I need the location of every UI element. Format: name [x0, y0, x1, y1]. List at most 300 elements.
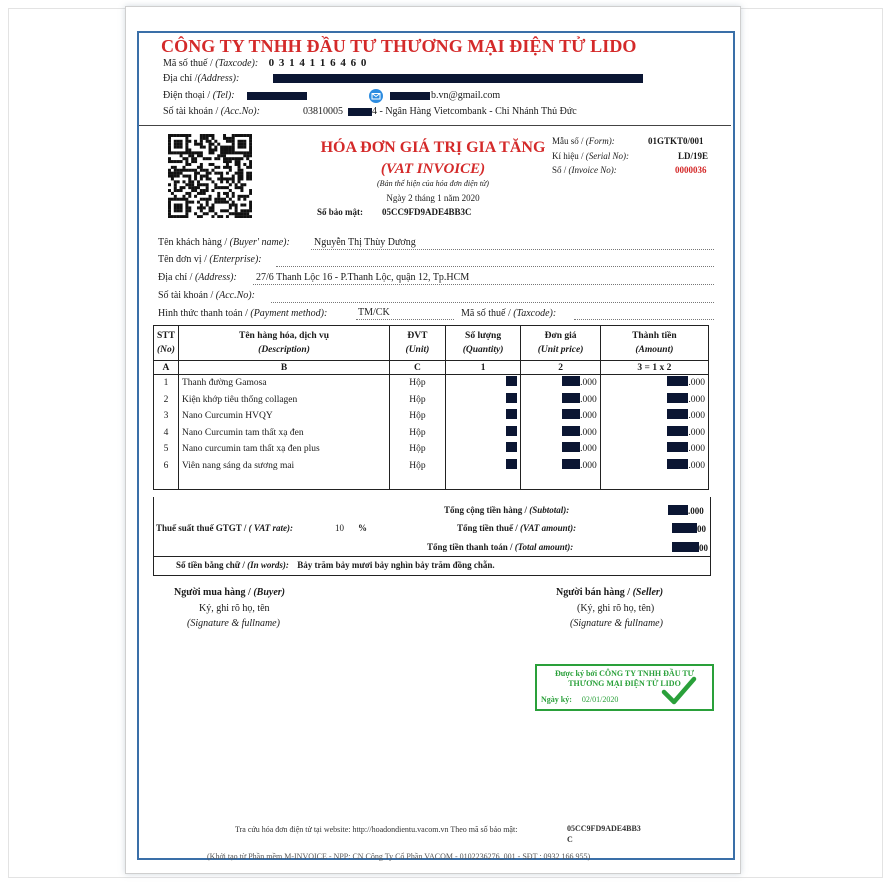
qr-module	[168, 204, 171, 207]
row-desc: Nano Curcumin HVQY	[178, 408, 389, 425]
qr-module	[211, 189, 214, 192]
qr-module	[217, 157, 220, 160]
qr-module	[243, 209, 246, 212]
buyer-name-label-en: (Buyer' name):	[229, 237, 290, 248]
invoice-date: Ngày 2 tháng 1 năm 2020	[386, 193, 480, 203]
qr-module	[185, 204, 188, 207]
qr-module	[240, 189, 243, 192]
col-header-en: (Description)	[258, 345, 310, 355]
row-unit: Hộp	[390, 425, 446, 442]
buyer-name: Nguyễn Thị Thùy Dương	[314, 237, 416, 248]
redacted-email	[390, 92, 430, 100]
qr-module	[168, 206, 171, 209]
qr-module	[188, 134, 191, 137]
row-price	[521, 375, 600, 392]
email-icon	[369, 89, 383, 103]
qr-module	[223, 134, 226, 137]
buyer-taxcode-label: Mã số thuế /	[461, 308, 514, 319]
row-desc: Viên nang sáng da sương mai	[178, 458, 389, 475]
qr-module	[238, 157, 241, 160]
qr-module	[229, 212, 232, 215]
redacted-qty	[506, 426, 517, 436]
qr-module	[203, 212, 206, 215]
qr-module	[232, 212, 235, 215]
qr-module	[249, 134, 252, 137]
col-header-en: (Amount)	[635, 345, 674, 355]
row-price	[521, 408, 600, 425]
invoice-page	[125, 6, 741, 874]
words-label-en: (In words):	[247, 560, 289, 570]
buyer-name-label: Tên khách hàng /	[158, 237, 230, 248]
seller-sign-label-en: (Seller)	[632, 587, 664, 598]
qr-module	[174, 189, 177, 192]
qr-module	[206, 189, 209, 192]
qr-module	[194, 212, 197, 215]
qr-module	[200, 215, 203, 218]
payment-line	[356, 319, 454, 320]
footer-created: (Khởi tạo từ Phần mềm M-INVOICE - NPP: CN Công Ty Cổ Phần VACOM - 0102236276_001 - SĐT : 0932 166 955)	[207, 852, 591, 861]
row-desc: Thanh đường Gamosa	[178, 375, 389, 392]
row-price	[521, 458, 600, 475]
qr-module	[232, 157, 235, 160]
qr-module	[168, 209, 171, 212]
buyer-account-label-en: (Acc.No):	[215, 290, 255, 301]
buyer-taxcode-label-en: (Taxcode):	[513, 308, 557, 319]
payment-label-row	[158, 308, 327, 319]
qr-module	[238, 215, 241, 218]
letter-cell: 2	[521, 361, 600, 375]
qr-module	[203, 157, 206, 160]
row-no: 1	[154, 375, 179, 392]
total-suffix: 00	[699, 543, 708, 553]
qr-module	[232, 134, 235, 137]
qr-module	[246, 209, 249, 212]
company-address-row	[163, 73, 239, 84]
qr-module	[180, 209, 183, 212]
vat-amount-value	[672, 523, 706, 534]
enterprise-label-en: (Enterprise):	[209, 254, 262, 265]
qr-module	[238, 212, 241, 215]
company-taxcode-row	[163, 57, 367, 69]
price-suffix: .000	[580, 444, 597, 455]
redacted-price	[562, 376, 580, 386]
amount-in-words: Bảy trăm bảy mươi bảy nghìn bảy trăm đồng chẵn.	[297, 560, 495, 570]
qr-module	[182, 134, 185, 137]
subtotal-value	[668, 505, 704, 516]
row-desc: Kiện khớp tiêu thống collagen	[178, 392, 389, 409]
redacted-address	[273, 74, 643, 83]
qr-module	[249, 209, 252, 212]
qr-module	[223, 157, 226, 160]
qr-module	[168, 215, 171, 218]
table-spacer-row	[154, 475, 709, 490]
qr-module	[203, 134, 206, 137]
qr-module	[171, 134, 174, 137]
amount-suffix: .000	[688, 444, 705, 455]
qr-module	[235, 157, 238, 160]
subtotal-label-row	[444, 505, 569, 515]
row-amount	[600, 441, 708, 458]
redacted-phone	[247, 92, 307, 100]
number-label: Số /	[552, 165, 569, 175]
qr-module	[168, 212, 171, 215]
row-desc: Nano Curcumin tam thất xạ đen	[178, 425, 389, 442]
qr-module	[249, 206, 252, 209]
account-number-part1: 03810005	[303, 106, 343, 117]
qr-module	[240, 209, 243, 212]
serial-label: Kí hiệu /	[552, 151, 586, 161]
invoice-title-en: (VAT INVOICE)	[380, 161, 486, 177]
form-label-row	[552, 136, 615, 146]
buyer-sign-hint: Ký, ghi rõ họ, tên	[199, 603, 270, 614]
letter-cell: 3 = 1 x 2	[600, 361, 708, 375]
price-suffix: .000	[580, 378, 597, 388]
vat-amount-label-en: (VAT amount):	[520, 523, 577, 533]
col-header-vi: ĐVT	[407, 331, 428, 341]
invoice-number: 0000036	[675, 165, 707, 175]
total-label: Tổng tiền thanh toán /	[427, 542, 515, 552]
table-row	[154, 375, 709, 392]
qr-module	[229, 204, 232, 207]
qr-module	[209, 157, 212, 160]
number-label-en: (Invoice No):	[568, 165, 617, 175]
qr-module	[209, 134, 212, 137]
digital-signature-stamp	[535, 664, 714, 711]
qr-module	[240, 157, 243, 160]
qr-module	[246, 134, 249, 137]
redacted-price	[562, 442, 580, 452]
company-account-row	[163, 106, 260, 117]
col-qty-header	[445, 326, 521, 361]
redacted-account	[348, 108, 372, 116]
row-amount	[600, 408, 708, 425]
qr-module	[211, 215, 214, 218]
qr-module	[188, 209, 191, 212]
qr-module	[182, 157, 185, 160]
form-value: 01GTKT0/001	[648, 136, 704, 146]
col-unit-header	[390, 326, 446, 361]
qr-module	[235, 212, 238, 215]
total-label-row	[427, 542, 573, 552]
price-suffix: .000	[580, 411, 597, 422]
table-letter-row	[154, 361, 709, 375]
payment-label-en: (Payment method):	[250, 308, 328, 319]
qr-module	[177, 204, 180, 207]
subtotal-label: Tổng cộng tiền hàng /	[444, 505, 530, 515]
buyer-address-label-row	[158, 272, 237, 283]
buyer-sign-hint-en: (Signature & fullname)	[187, 618, 280, 629]
col-amount-header	[600, 326, 708, 361]
qr-module	[168, 134, 171, 137]
secret-label: Số bảo mật:	[317, 207, 364, 217]
qr-module	[214, 157, 217, 160]
redacted-amount	[667, 376, 688, 386]
qr-module	[211, 134, 214, 137]
row-no: 6	[154, 458, 179, 475]
qr-module	[168, 189, 171, 192]
qr-module	[177, 134, 180, 137]
row-price	[521, 392, 600, 409]
qr-module	[229, 189, 232, 192]
qr-module	[229, 206, 232, 209]
qr-module	[243, 134, 246, 137]
price-suffix: .000	[580, 427, 597, 438]
invoice-subtitle: (Bản thể hiện của hóa đơn điện tử)	[377, 179, 489, 188]
checkmark-icon	[661, 676, 697, 708]
redacted-subtotal	[668, 505, 688, 515]
qr-module	[200, 206, 203, 209]
redacted-qty	[506, 409, 517, 419]
qr-module	[200, 134, 203, 137]
table-row	[154, 458, 709, 475]
qr-module	[243, 212, 246, 215]
redacted-total	[672, 542, 699, 552]
col-price-header	[521, 326, 600, 361]
qr-module	[180, 134, 183, 137]
qr-module	[180, 189, 183, 192]
vat-rate-label: Thuế suất thuế GTGT /	[156, 523, 249, 533]
qr-module	[174, 204, 177, 207]
qr-module	[226, 209, 229, 212]
row-qty	[445, 392, 521, 409]
qr-module	[240, 134, 243, 137]
number-label-row	[552, 165, 617, 175]
qr-module	[185, 212, 188, 215]
qr-module	[238, 134, 241, 137]
qr-module	[177, 189, 180, 192]
address-label-en: (Address):	[197, 73, 240, 84]
amount-suffix: .000	[688, 427, 705, 438]
row-unit: Hộp	[390, 392, 446, 409]
qr-module	[203, 206, 206, 209]
qr-module	[191, 189, 194, 192]
redacted-qty	[506, 459, 517, 469]
redacted-vat-amount	[672, 523, 697, 533]
qr-module	[240, 204, 243, 207]
vat-amount-label-row	[457, 523, 576, 533]
qr-module	[240, 212, 243, 215]
redacted-price	[562, 426, 580, 436]
row-no: 3	[154, 408, 179, 425]
stamp-date-row	[541, 695, 618, 704]
footer-code-2: C	[567, 835, 573, 844]
vat-rate-unit: %	[358, 523, 367, 533]
qr-module	[180, 204, 183, 207]
qr-module	[226, 215, 229, 218]
buyer-address-line	[253, 284, 714, 285]
qr-module	[235, 134, 238, 137]
account-label-en: (Acc.No):	[220, 106, 260, 117]
vat-rate-label-row	[156, 523, 293, 533]
redacted-amount	[667, 393, 688, 403]
qr-module	[243, 204, 246, 207]
subtotal-suffix: .000	[688, 506, 704, 516]
col-header-vi: Tên hàng hóa, dịch vụ	[239, 331, 330, 341]
payment-label: Hình thức thanh toán /	[158, 308, 251, 319]
letter-cell: A	[154, 361, 179, 375]
qr-module	[232, 204, 235, 207]
total-label-en: (Total amount):	[514, 542, 574, 552]
words-label: Số tiền bằng chữ /	[176, 560, 248, 570]
row-unit: Hộp	[390, 441, 446, 458]
vat-rate-value: 10	[335, 523, 344, 533]
qr-module	[217, 215, 220, 218]
qr-module	[185, 134, 188, 137]
col-header-en: (Unit price)	[537, 345, 584, 355]
col-header-en: (Unit)	[405, 345, 430, 355]
qr-module	[211, 206, 214, 209]
qr-module	[246, 157, 249, 160]
col-header-en: (No)	[157, 345, 175, 355]
row-amount	[600, 458, 708, 475]
row-price	[521, 441, 600, 458]
table-header-row	[154, 326, 709, 361]
company-taxcode: 0 3 1 4 1 1 6 4 6 0	[268, 57, 368, 69]
footer-code-1: 05CC9FD9ADE4BB3	[567, 824, 641, 833]
qr-module	[194, 157, 197, 160]
qr-module	[177, 206, 180, 209]
qr-module	[235, 215, 238, 218]
row-no: 5	[154, 441, 179, 458]
seller-sign-label: Người bán hàng /	[556, 587, 633, 598]
qr-module	[206, 157, 209, 160]
row-qty	[445, 441, 521, 458]
phone-label: Điện thoại /	[163, 90, 213, 101]
buyer-account-line	[271, 302, 714, 303]
redacted-amount	[667, 409, 688, 419]
qr-module	[174, 206, 177, 209]
table-row	[154, 408, 709, 425]
buyer-name-label-row	[158, 237, 290, 248]
redacted-qty	[506, 393, 517, 403]
qr-module	[235, 209, 238, 212]
seller-signature-title	[556, 587, 663, 598]
table-row	[154, 441, 709, 458]
row-qty	[445, 408, 521, 425]
form-label-en: (Form):	[585, 136, 615, 146]
qr-module	[174, 215, 177, 218]
qr-module	[177, 215, 180, 218]
qr-module	[249, 204, 252, 207]
buyer-sign-label: Người mua hàng /	[174, 587, 254, 598]
qr-module	[211, 209, 214, 212]
stamp-line1: Được ký bởi CÔNG TY TNHH ĐẦU TƯ	[554, 669, 695, 678]
company-name: CÔNG TY TNHH ĐẦU TƯ THƯƠNG MẠI ĐIỆN TỬ LIDO	[161, 36, 637, 56]
serial-value: LD/19E	[678, 151, 709, 161]
buyer-name-line	[311, 249, 714, 250]
buyer-account-label: Số tài khoản /	[158, 290, 216, 301]
qr-module	[177, 209, 180, 212]
qr-module	[240, 215, 243, 218]
col-header-vi: Thành tiền	[632, 331, 677, 341]
price-suffix: .000	[580, 394, 597, 405]
phone-label-en: (Tel):	[212, 90, 235, 101]
amount-suffix: .000	[688, 394, 705, 405]
qr-module	[235, 206, 238, 209]
buyer-address-label: Địa chỉ /	[158, 272, 195, 283]
address-label: Địa chỉ /	[163, 73, 198, 84]
stamp-date-label: Ngày ký:	[541, 695, 572, 704]
row-amount	[600, 425, 708, 442]
qr-module	[185, 215, 188, 218]
amount-suffix: .000	[688, 460, 705, 471]
items-table	[153, 325, 709, 490]
qr-module	[220, 215, 223, 218]
invoice-title: HÓA ĐƠN GIÁ TRỊ GIA TĂNG	[320, 139, 546, 156]
col-desc-header	[178, 326, 389, 361]
buyer-taxcode-label-row	[461, 308, 556, 319]
company-email: b.vn@gmail.com	[431, 90, 501, 101]
buyer-account-label-row	[158, 290, 255, 301]
row-no: 4	[154, 425, 179, 442]
qr-module	[223, 209, 226, 212]
qr-module	[180, 215, 183, 218]
col-header-vi: Số lượng	[465, 331, 502, 341]
account-number-part2: 4 - Ngân Hàng Vietcombank - Chi Nhánh Thủ Đức	[372, 106, 577, 117]
qr-module	[194, 189, 197, 192]
vat-amount-suffix: 00	[697, 524, 706, 534]
words-row	[176, 560, 495, 570]
row-qty	[445, 458, 521, 475]
vat-rate-label-en: ( VAT rate):	[248, 523, 293, 533]
buyer-address-label-en: (Address):	[194, 272, 237, 283]
qr-module	[185, 209, 188, 212]
qr-module	[220, 209, 223, 212]
letter-cell: 1	[445, 361, 521, 375]
seller-sign-hint: (Ký, ghi rõ họ, tên)	[577, 603, 655, 614]
letter-cell: B	[178, 361, 389, 375]
serial-label-row	[552, 151, 629, 161]
qr-module	[174, 209, 177, 212]
footer-lookup: Tra cứu hóa đơn điện tử tại website: http://hoadondientu.vacom.vn Theo mã số bảo mật:	[235, 825, 518, 834]
qr-module	[200, 189, 203, 192]
qr-module	[214, 212, 217, 215]
qr-module	[182, 215, 185, 218]
totals-box	[153, 497, 711, 576]
payment-method: TM/CK	[358, 307, 390, 318]
row-unit: Hộp	[390, 458, 446, 475]
header-divider	[139, 125, 731, 126]
qr-module	[246, 212, 249, 215]
letter-cell: C	[390, 361, 446, 375]
redacted-price	[562, 459, 580, 469]
qr-module	[206, 204, 209, 207]
qr-module	[229, 157, 232, 160]
col-header-vi: STT	[157, 331, 175, 341]
vat-amount-label: Tổng tiền thuế /	[457, 523, 521, 533]
row-amount	[600, 392, 708, 409]
qr-module	[188, 206, 191, 209]
qr-module	[226, 157, 229, 160]
row-desc: Nano curcumin tam thất xạ đen plus	[178, 441, 389, 458]
stamp-line2: THƯƠNG MẠI ĐIỆN TỬ LIDO	[568, 679, 681, 688]
redacted-amount	[667, 426, 688, 436]
qr-module	[249, 215, 252, 218]
total-value	[672, 542, 708, 553]
qr-module	[206, 212, 209, 215]
serial-label-en: (Serial No):	[585, 151, 629, 161]
qr-module	[203, 189, 206, 192]
row-no: 2	[154, 392, 179, 409]
qr-module	[200, 209, 203, 212]
qr-module	[197, 206, 200, 209]
enterprise-label: Tên đơn vị /	[158, 254, 210, 265]
seller-sign-hint-en: (Signature & fullname)	[570, 618, 663, 629]
form-label: Mẫu số /	[552, 136, 586, 146]
taxcode-label-en: (Taxcode):	[215, 58, 259, 69]
secret-code: 05CC9FD9ADE4BB3C	[382, 207, 472, 217]
subtotal-label-en: (Subtotal):	[529, 505, 570, 515]
